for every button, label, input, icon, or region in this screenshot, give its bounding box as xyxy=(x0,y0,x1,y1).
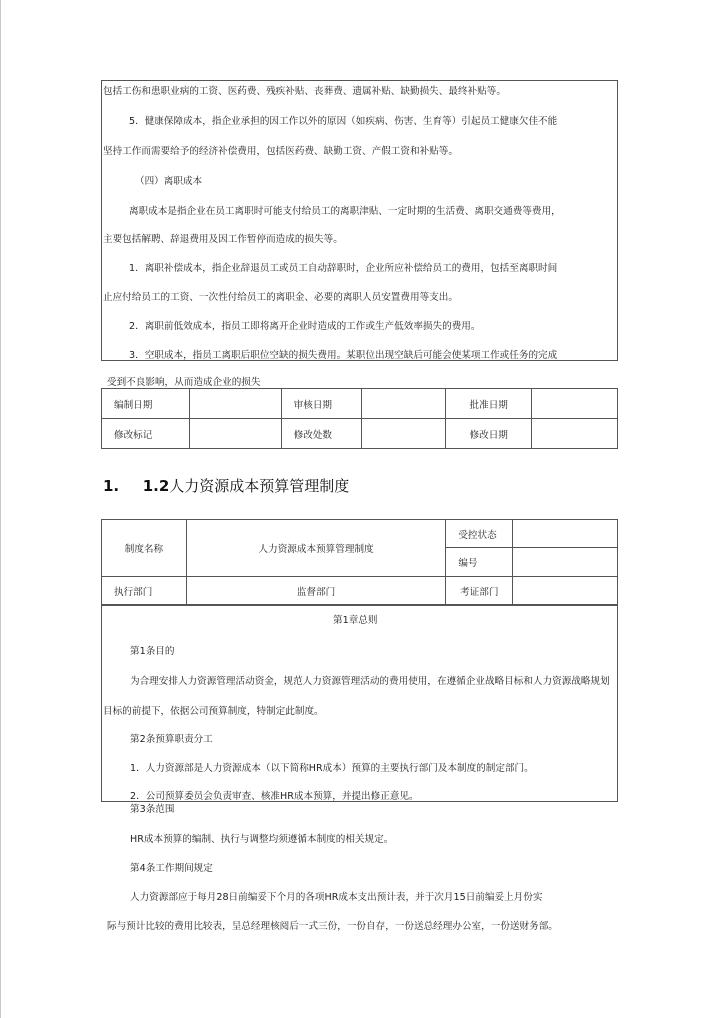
section-a-line-1: 包括工伤和患职业病的工资、医药费、残疾补贴、丧葬费、遗属补贴、缺勤损失、最终补贴等。 xyxy=(103,86,506,97)
article-4-line-1: 人力资源部应于每月28日前编妥下个月的各项HR成本支出预计表，并于次月15日前编妥上月份实 xyxy=(130,892,543,903)
review-date-value xyxy=(361,389,446,419)
revision-count-value xyxy=(361,419,446,449)
section-a-line-8: 止应付给员工的工资、一次性付给员工的离职金、必要的离职人员安置费用等支出。 xyxy=(103,292,458,303)
approve-date-value xyxy=(532,389,618,419)
section-heading xyxy=(103,475,349,496)
exec-dept-label: 执行部门 xyxy=(102,577,187,606)
assess-dept-value xyxy=(513,577,618,606)
revision-table xyxy=(101,388,618,449)
section-a-line-5: 离职成本是指企业在员工离职时可能支付给员工的离职津贴、一定时期的生活费、离职交通费等费用， xyxy=(129,206,561,217)
heading-title: 人力资源成本预算管理制度 xyxy=(169,477,350,495)
article-1-line-1: 为合理安排人力资源管理活动资金，规范人力资源管理活动的费用使用，在遵循企业战略目标和人力资源战略规划 xyxy=(130,676,610,687)
page-left-border xyxy=(0,0,1,1018)
doc-number-label: 编号 xyxy=(446,548,513,577)
approve-date-label: 批准日期 xyxy=(446,389,532,419)
revision-date-label: 修改日期 xyxy=(446,419,532,449)
revision-mark-value xyxy=(189,419,281,449)
section-a-line-10: 3．空职成本，指员工离职后职位空缺的损失费用。某职位出现空缺后可能会使某项工作或任务的完成 xyxy=(129,350,558,361)
section-a-line-7: 1．离职补偿成本，指企业辞退员工或员工自动辞职时，企业所应补偿给员工的费用，包括至离职时间 xyxy=(129,263,558,274)
chapter-title: 第1章总则 xyxy=(333,615,378,626)
section-a-subheading: （四）离职成本 xyxy=(135,176,203,187)
system-info-table xyxy=(101,519,618,606)
supervise-dept-label: 监督部门 xyxy=(186,577,445,606)
control-status-label: 受控状态 xyxy=(446,520,513,548)
article-3-text: HR成本预算的编制、执行与调整均须遵循本制度的相关规定。 xyxy=(130,834,394,845)
article-1-line-2: 目标的前提下，依据公司预算制度，特制定此制度。 xyxy=(103,706,324,717)
heading-number: 1. xyxy=(103,477,120,495)
heading-sub-number: 1.2 xyxy=(142,477,170,495)
section-a-line-2: 5．健康保障成本，指企业承担的因工作以外的原因（如疾病、伤害、生育等）引起员工健康欠佳不能 xyxy=(129,116,558,127)
section-a-trailing-line: 受到不良影响，从而造成企业的损失 xyxy=(107,377,261,388)
article-1-title: 第1条目的 xyxy=(130,646,175,657)
review-date-label: 审核日期 xyxy=(281,389,361,419)
article-2-title: 第2条预算职责分工 xyxy=(130,734,213,745)
article-4-title: 第4条工作期间规定 xyxy=(130,863,213,874)
revision-count-label: 修改处数 xyxy=(281,419,361,449)
doc-number-value xyxy=(513,548,618,577)
article-4-line-2: 际与预计比较的费用比较表，呈总经理核阅后一式三份，一份自存，一份送总经理办公室，一份送财务部。 xyxy=(107,921,558,932)
section-a-line-9: 2．离职前低效成本，指员工即将离开企业时造成的工作或生产低效率损失的费用。 xyxy=(129,321,481,332)
section-a-line-6: 主要包括解聘、辞退费用及因工作暂停而造成的损失等。 xyxy=(103,234,343,245)
compile-date-label: 编制日期 xyxy=(102,389,190,419)
article-3-title: 第3条范围 xyxy=(130,804,175,815)
assess-dept-label: 考证部门 xyxy=(446,577,513,606)
article-2-item-2: 2．公司预算委员会负责审查、核准HR成本预算，并提出修正意见。 xyxy=(130,791,419,802)
system-name-label: 制度名称 xyxy=(102,520,187,577)
article-2-item-1: 1．人力资源部是人力资源成本（以下简称HR成本）预算的主要执行部门及本制度的制定部门。 xyxy=(130,763,534,774)
revision-mark-label: 修改标记 xyxy=(102,419,190,449)
section-a-line-3: 坚持工作而需要给予的经济补偿费用，包括医药费、缺勤工资、产假工资和补贴等。 xyxy=(103,146,458,157)
system-name-value: 人力资源成本预算管理制度 xyxy=(186,520,445,577)
compile-date-value xyxy=(189,389,281,419)
control-status-value xyxy=(513,520,618,548)
revision-date-value xyxy=(532,419,618,449)
